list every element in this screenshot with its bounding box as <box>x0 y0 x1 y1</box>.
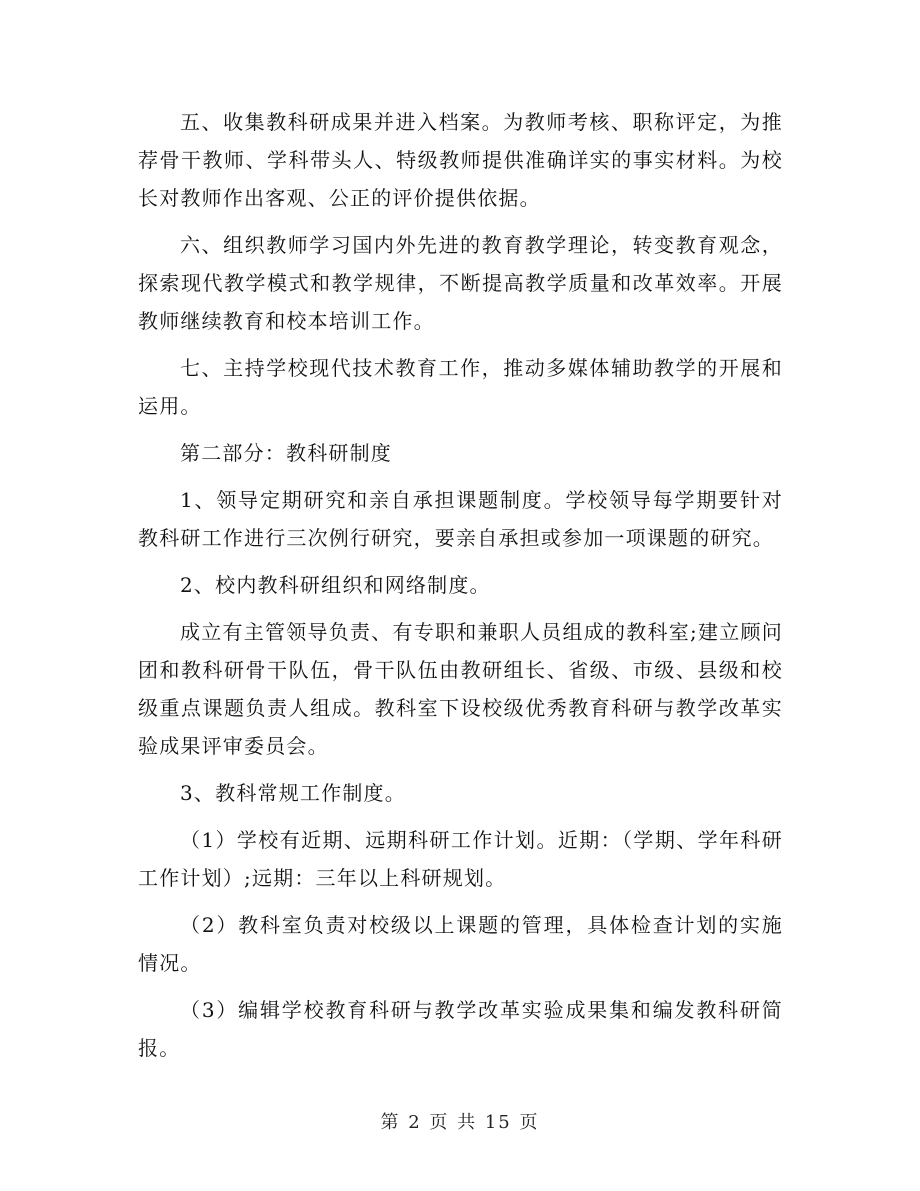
paragraph-rule-1: 1、领导定期研究和亲自承担课题制度。学校领导每学期要针对教科研工作进行三次例行研究，要亲自承担或参加一项课题的研究。 <box>138 488 783 550</box>
paragraph-rule-2: 2、校内教科研组织和网络制度。 <box>180 573 491 597</box>
document-body <box>138 103 783 1076</box>
paragraph-rule-3-item-2: （2）教科室负责对校级以上课题的管理，具体检查计划的实施情况。 <box>138 913 783 975</box>
paragraph-rule-3-item-3: （3）编辑学校教育科研与教学改革实验成果集和编发教科研简报。 <box>138 998 783 1060</box>
paragraph-rule-2-detail: 成立有主管领导负责、有专职和兼职人员组成的教科室;建立顾问团和教科研骨干队伍，骨干队伍由教研组长、省级、市级、县级和校级重点课题负责人组成。教科室下设校级优秀教育科研与教学改革实验成果评审委员会。 <box>138 620 783 758</box>
paragraph-rule-3-item-1: （1）学校有近期、远期科研工作计划。近期：（学期、学年科研工作计划）;远期：三年以上科研规划。 <box>138 828 783 890</box>
paragraph-section-7: 七、主持学校现代技术教育工作，推动多媒体辅助教学的开展和运用。 <box>138 356 783 418</box>
paragraph-section-5: 五、收集教科研成果并进入档案。为教师考核、职称评定，为推荐骨干教师、学科带头人、特级教师提供准确详实的事实材料。为校长对教师作出客观、公正的评价提供依据。 <box>138 110 783 210</box>
paragraph-section-6: 六、组织教师学习国内外先进的教育教学理论，转变教育观念，探索现代教学模式和教学规律，不断提高教学质量和改革效率。开展教师继续教育和校本培训工作。 <box>138 233 783 333</box>
paragraph-rule-3: 3、教科常规工作制度。 <box>180 781 406 805</box>
section-heading-part-2: 第二部分：教科研制度 <box>180 441 392 465</box>
page-number-footer: 第 2 页 共 15 页 <box>380 1112 540 1133</box>
